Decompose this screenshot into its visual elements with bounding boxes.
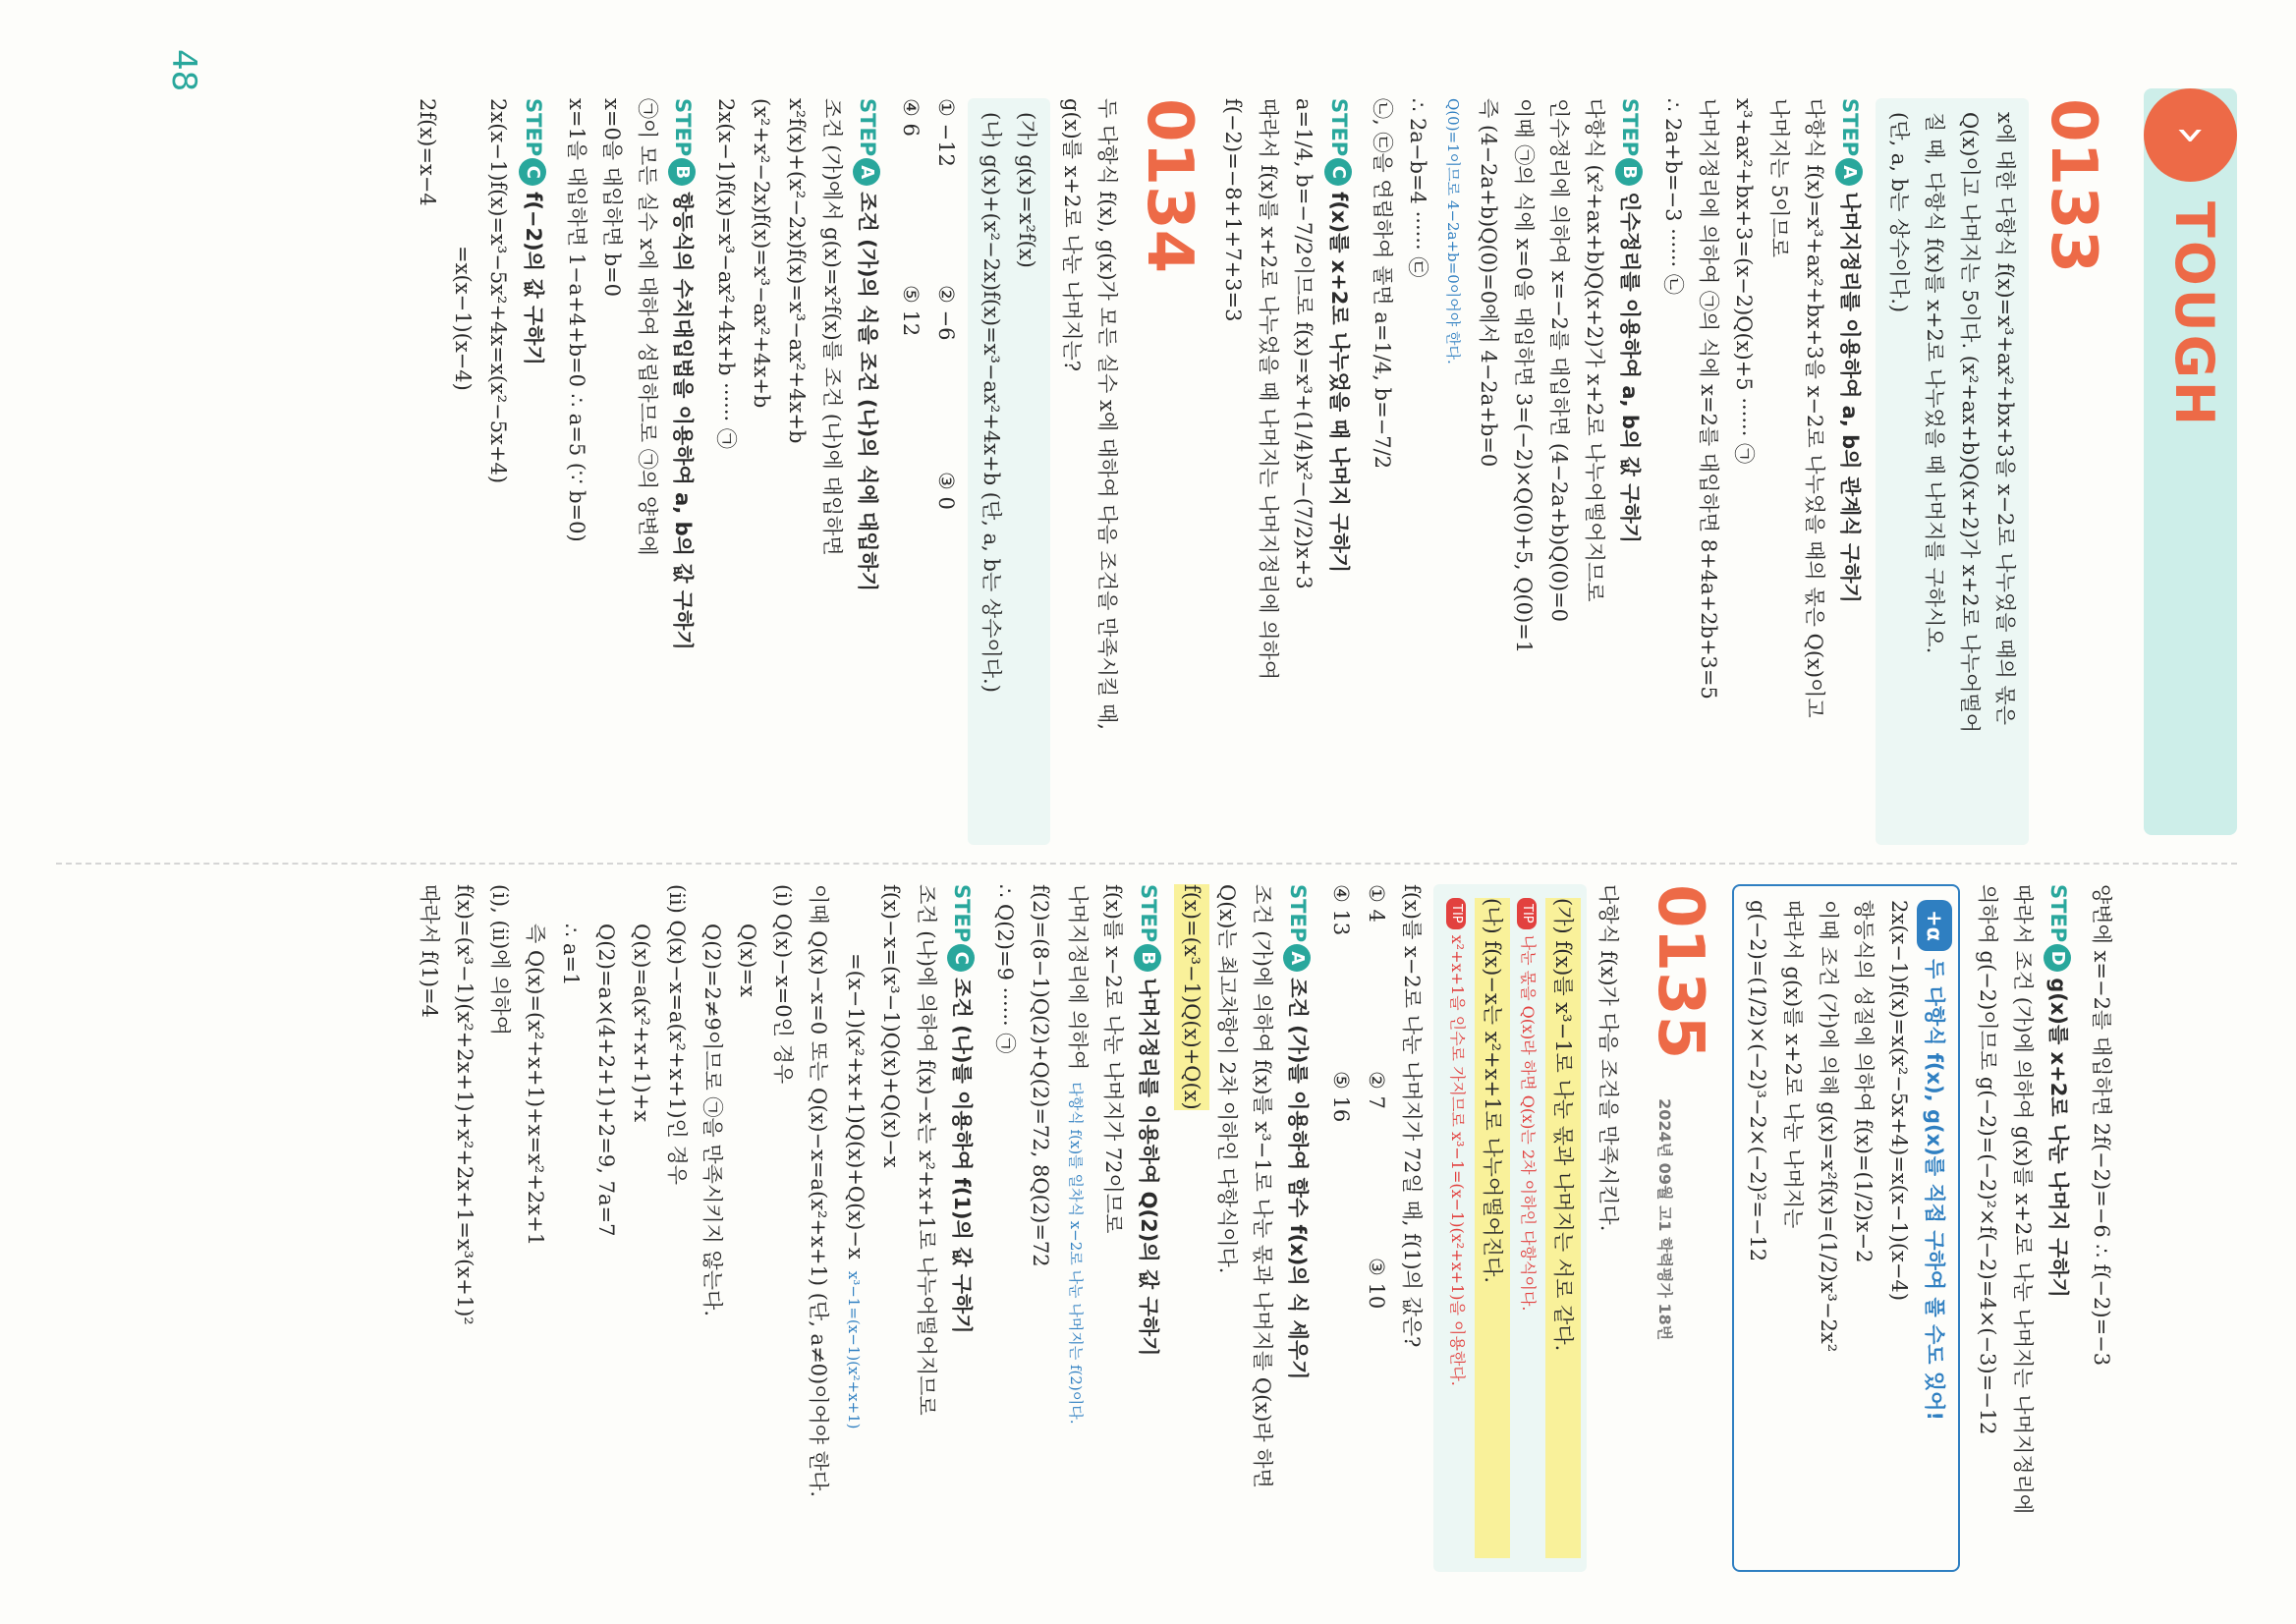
- problem-0134-conditions: (가) g(x)=x²f(x) (나) g(x)+(x²−2x)f(x)=x³−ax²+4x+b (단, a, b는 상수이다.): [968, 98, 1050, 845]
- problem-0134-options: ① −12② −6③ 0: [934, 98, 958, 510]
- step-c-0134: STEPCf(−2)의 값 구하기: [516, 98, 551, 845]
- plus-alpha-icon: +α: [1917, 900, 1952, 951]
- left-column: 0133 x에 대한 다항식 f(x)=x³+ax²+bx+3을 x−2로 나누었을 때의 몫은 Q(x)이고 나머지는 5이다. (x²+ax+b)Q(x+2)가 x+2로 나누어떨어 질 때, 다항식 f(x)를 x+2로 나누었을 때 나머지를 구하시오. (단, a, b는 상수이다.) STEPA나머지정리를 이용하여 a, b의 관계식 구하기 다항식 f(x)=x³+ax²+bx+3을 x−2로 나누었을 때의 몫은 Q(x)이고 나머지는 5이므로 x³+ax²+bx+3=(x−2)Q(x)+5 ······ ㉠ 나머지정리에 의하여 ㉠의 식에 x=2를 대입하면 8+4a+2b+3=5 ∴ 2a+b=−3 ······ ㉡ STEPB인수정리를 이용하여 a, b의 값 구하기 다항식 (x²+ax+b)Q(x+2)가 x+2로 나누어떨어지므로 인수정리에 의하여 x=−2를 대입하면 (4−2a+b)Q(0)=0 이때 ㉠의 식에 x=0을 대입하면 3=(−2)×Q(0)+5, Q(0)=1 즉 (4−2a+b)Q(0)=0에서 4−2a+b=0 Q(0)=1이므로 4−2a+b=0이어야 한다. ∴ 2a−b=4 ······ ㉢ ㉡, ㉢을 연립하여 풀면 a=1/4, b=−7/2 STEPCf(x)를 x+2로 나누었을 때 나머지 구하기 a=1/4, b=−7/2이므로 f(x)=x³+(1/4)x²−(7/2)x+3 따라서 f(x)를 x+2로 나누었을 때 나머지는 나머지정리에 의하여 f(−2)=−8+1+7+3=3 0134 두 다항식 f(x), g(x)가 모든 실수 x에 대하여 다음 조건을 만족시킬 때, g(x)를 x+2로 나눈 나머지는? (가) g(x)=x²f(x) (나) g(x)+(x²−2x)f(x)=x³−ax²+4x+b (단, a, b는 상수이다.) ① −12② −6③ 0 ④ 6⑤ 12 STEPA조건 (가)의 식을 조건 (나)의 식에 대입하기 조건 (가)에서 g(x)=x²f(x)를 조건 (나)에 대입하면 x²f(x)+(x²−2x)f(x)=x³−ax²+4x+b (x²+x²−2x)f(x)=x³−ax²+4x+b 2x(x−1)f(x)=x³−ax²+4x+b ······ ㉠ STEPB항등식의 수치대입법을 이용하여 a, b의 값 구하기 ㉠이 모든 실수 x에 대하여 성립하므로 ㉠의 양변에 x=0을 대입하면 b=0 x=1을 대입하면 1−a+4+b=0 ∴ a=5 (∵ b=0) STEPCf(−2)의 값 구하기 2x(x−1)f(x)=x³−5x²+4x=x(x²−5x+4) =x(x−1)(x−4) 2f(x)=x−4: [410, 98, 2119, 845]
- problem-0133-question: x에 대한 다항식 f(x)=x³+ax²+bx+3을 x−2로 나누었을 때의 몫은 Q(x)이고 나머지는 5이다. (x²+ax+b)Q(x+2)가 x+2로 나누어떨어 질 때, 다항식 f(x)를 x+2로 나누었을 때 나머지를 구하시오. (단, a, b는 상수이다.): [1876, 98, 2029, 845]
- step-a-0135: STEPA조건 (가)를 이용하여 함수 f(x)의 식 세우기: [1280, 884, 1316, 1572]
- problem-number-0133: 0133: [2037, 98, 2109, 274]
- page-number: 48: [164, 49, 203, 92]
- problem-number-0135: 01352024년 09월 고1 학력평가 18번: [1644, 884, 1716, 1341]
- step-b-0133: STEPB인수정리를 이용하여 a, b의 값 구하기: [1612, 98, 1648, 845]
- step-d-0134: STEPDg(x)를 x+2로 나눈 나머지 구하기: [2041, 884, 2076, 1572]
- problem-0135-conditions: (가) f(x)를 x³−1로 나눈 몫과 나머지는 서로 같다. TIP나눈 몫을 Q(x)라 하면 Q(x)는 2차 이하인 다항식이다. (나) f(x)−x는 x²+x+1로 나누어떨어진다. TIPx²+x+1을 인수로 가지므로 x³−1=(x−1)(x²+x+1)을 이용한다.: [1433, 884, 1587, 1572]
- problem-number-0134: 0134: [1133, 98, 1205, 274]
- column-divider: [56, 863, 2237, 865]
- step-a-0133: STEPA나머지정리를 이용하여 a, b의 관계식 구하기: [1832, 98, 1868, 845]
- step-a-0134: STEPA조건 (가)의 식을 조건 (나)의 식에 대입하기: [850, 98, 885, 845]
- problem-source: 2024년 09월 고1 학력평가 18번: [1655, 1098, 1674, 1341]
- step-b-0134: STEPB항등식의 수치대입법을 이용하여 a, b의 값 구하기: [665, 98, 700, 845]
- right-column: 양변에 x=−2를 대입하면 2f(−2)=−6 ∴ f(−2)=−3 STEPDg(x)를 x+2로 나눈 나머지 구하기 따라서 조건 (가)에 의하여 g(x)를 x+2로 나눈 나머지는 나머지정리에 의하여 g(−2)이므로 g(−2)=(−2)²×f(−2)=4×(−3)=−12 +α두 다항식 f(x), g(x)를 직접 구하여 풀 수도 있어! 2x(x−1)f(x)=x(x²−5x+4)=x(x−1)(x−4) 항등식의 성질에 의하여 f(x)=(1/2)x−2 이때 조건 (가)에 의해 g(x)=x²f(x)=(1/2)x³−2x² 따라서 g(x)를 x+2로 나눈 나머지는 g(−2)=(1/2)×(−2)³−2×(−2)²=−12 01352024년 09월 고1 학력평가 18번 다항식 f(x)가 다음 조건을 만족시킨다. (가) f(x)를 x³−1로 나눈 몫과 나머지는 서로 같다. TIP나눈 몫을 Q(x)라 하면 Q(x)는 2차 이하인 다항식이다. (나) f(x)−x는 x²+x+1로 나누어떨어진다. TIPx²+x+1을 인수로 가지므로 x³−1=(x−1)(x²+x+1)을 이용한다. f(x)를 x−2로 나눈 나머지가 72일 때, f(1)의 값은? ① 4② 7③ 10 ④ 13⑤ 16 STEPA조건 (가)를 이용하여 함수 f(x)의 식 세우기 조건 (가)에 의하여 f(x)를 x³−1로 나눈 몫과 나머지를 Q(x)라 하면 Q(x)는 최고차항이 2차 이하인 다항식이다. f(x)=(x³−1)Q(x)+Q(x) STEPB나머지정리를 이용하여 Q(2)의 값 구하기 f(x)를 x−2로 나눈 나머지가 72이므로 나머지정리에 의하여다항식 f(x)를 일차식 x−2로 나눈 나머지는 f(2)이다. f(2)=(8−1)Q(2)+Q(2)=72, 8Q(2)=72 ∴ Q(2)=9 ······ ㉠ STEPC조건 (나)를 이용하여 f(1)의 값 구하기 조건 (나)에 의하여 f(x)−x는 x²+x+1로 나누어떨어지므로 f(x)−x=(x³−1)Q(x)+Q(x)−x =(x−1)(x²+x+1)Q(x)+Q(x)−xx³−1=(x−1)(x²+x+1) 이때 Q(x)−x=0 또는 Q(x)−x=a(x²+x+1) (단, a≠0)이어야 한다. (ⅰ) Q(x)−x=0인 경우 Q(x)=x Q(2)=2≠9이므로 ㉠을 만족시키지 않는다. (ⅱ) Q(x)−x=a(x²+x+1)인 경우 Q(x)=a(x²+x+1)+x Q(2)=a×(4+2+1)+2=9, 7a=7 ∴ a=1 즉 Q(x)=(x²+x+1)+x=x²+2x+1 (ⅰ), (ⅱ)에 의하여 f(x)=(x³−1)(x²+2x+1)+x²+2x+1=x³(x+1)² 따라서 f(1)=4: [412, 884, 2119, 1572]
- tough-header: [2144, 88, 2237, 835]
- step-c-0133: STEPCf(x)를 x+2로 나누었을 때 나머지 구하기: [1321, 98, 1357, 845]
- step-c-0135: STEPC조건 (나)를 이용하여 f(1)의 값 구하기: [944, 884, 980, 1572]
- plus-alpha-box: +α두 다항식 f(x), g(x)를 직접 구하여 풀 수도 있어! 2x(x−1)f(x)=x(x²−5x+4)=x(x−1)(x−4) 항등식의 성질에 의하여 f(x)=(1/2)x−2 이때 조건 (가)에 의해 g(x)=x²f(x)=(1/2)x³−2x² 따라서 g(x)를 x+2로 나눈 나머지는 g(−2)=(1/2)×(−2)³−2×(−2)²=−12: [1732, 884, 1960, 1572]
- problem-0135-options: ① 4② 7③ 10: [1365, 884, 1388, 1310]
- step-b-0135: STEPB나머지정리를 이용하여 Q(2)의 값 구하기: [1131, 884, 1166, 1572]
- chevron-right-icon: ›: [2144, 88, 2237, 182]
- step-b-note: Q(0)=1이므로 4−2a+b=0이어야 한다.: [1444, 98, 1462, 364]
- tough-title: TOUGH: [2163, 201, 2225, 429]
